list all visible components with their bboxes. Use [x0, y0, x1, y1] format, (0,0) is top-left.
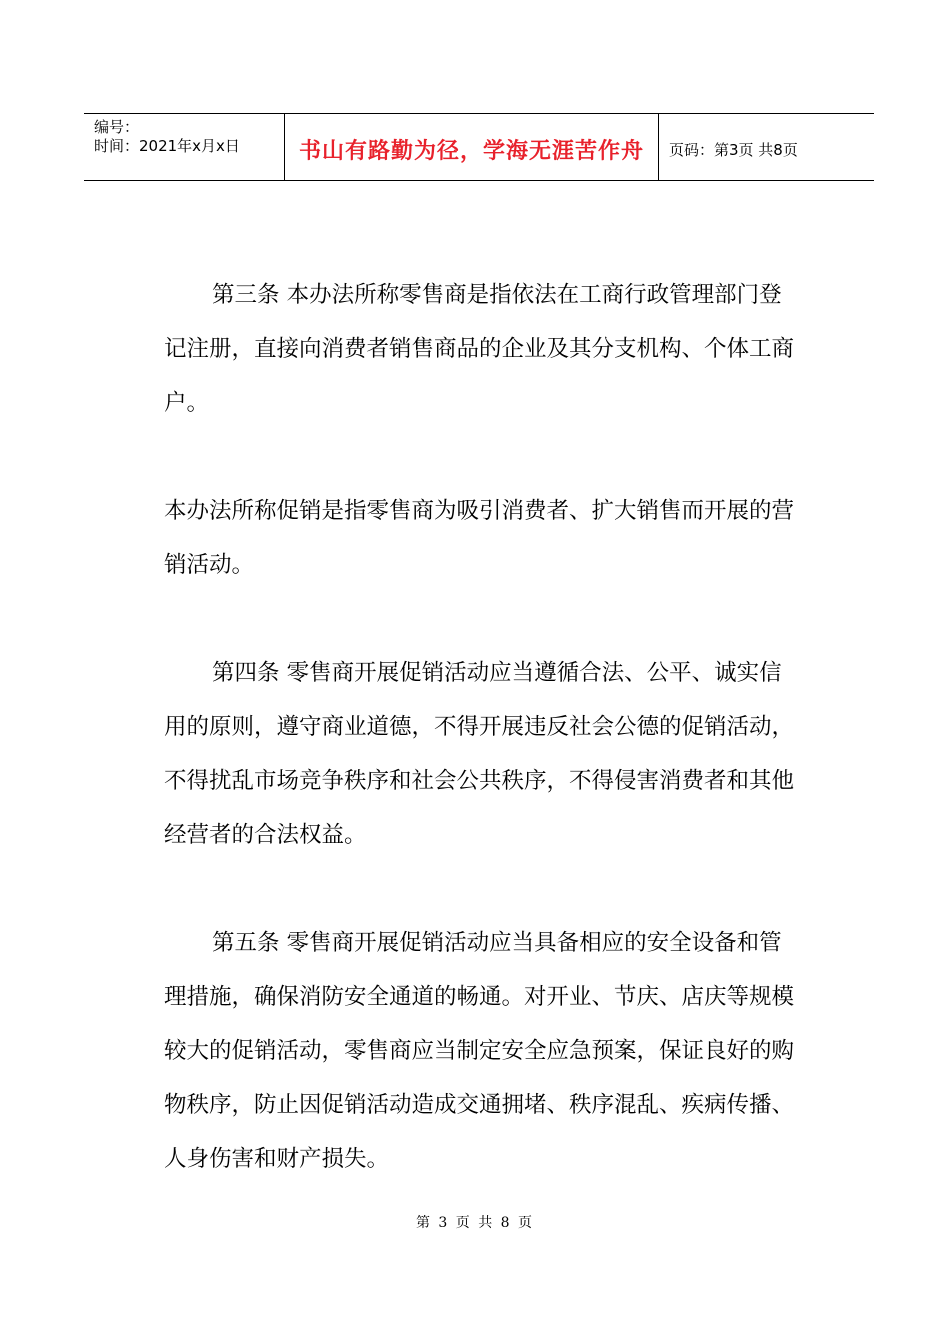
paragraph-article-5: 第五条 零售商开展促销活动应当具备相应的安全设备和管理措施，确保消防安全通道的畅通。对开业、节庆、店庆等规模较大的促销活动，零售商应当制定安全应急预案，保证良好的购物秩序，防止因促销活动造成交通拥堵、秩序混乱、疾病传播、人身伤害和财产损失。	[164, 930, 795, 1172]
paragraph-article-3: 第三条 本办法所称零售商是指依法在工商行政管理部门登记注册，直接向消费者销售商品的企业及其分支机构、个体工商户。	[164, 282, 795, 416]
number-label: 编号：	[94, 118, 140, 136]
header-motto: 书山有路勤为径，学海无涯苦作舟	[285, 114, 659, 180]
paragraph-article-4: 第四条 零售商开展促销活动应当遵循合法、公平、诚实信用的原则，遵守商业道德，不得开展违反社会公德的促销活动，不得扰乱市场竞争秩序和社会公共秩序，不得侵害消费者和其他经营者的合法权益。	[164, 660, 795, 848]
time-label: 时间：2021年x月x日	[94, 137, 240, 155]
paragraph-promotion-definition: 本办法所称促销是指零售商为吸引消费者、扩大销售而开展的营销活动。	[164, 498, 795, 578]
header-page-info: 页码：第3页 共8页	[669, 140, 798, 159]
page-footer: 第 3 页 共 8 页	[415, 1215, 535, 1231]
header-meta	[84, 114, 285, 180]
document-header	[84, 113, 874, 181]
document-body	[164, 268, 804, 1186]
